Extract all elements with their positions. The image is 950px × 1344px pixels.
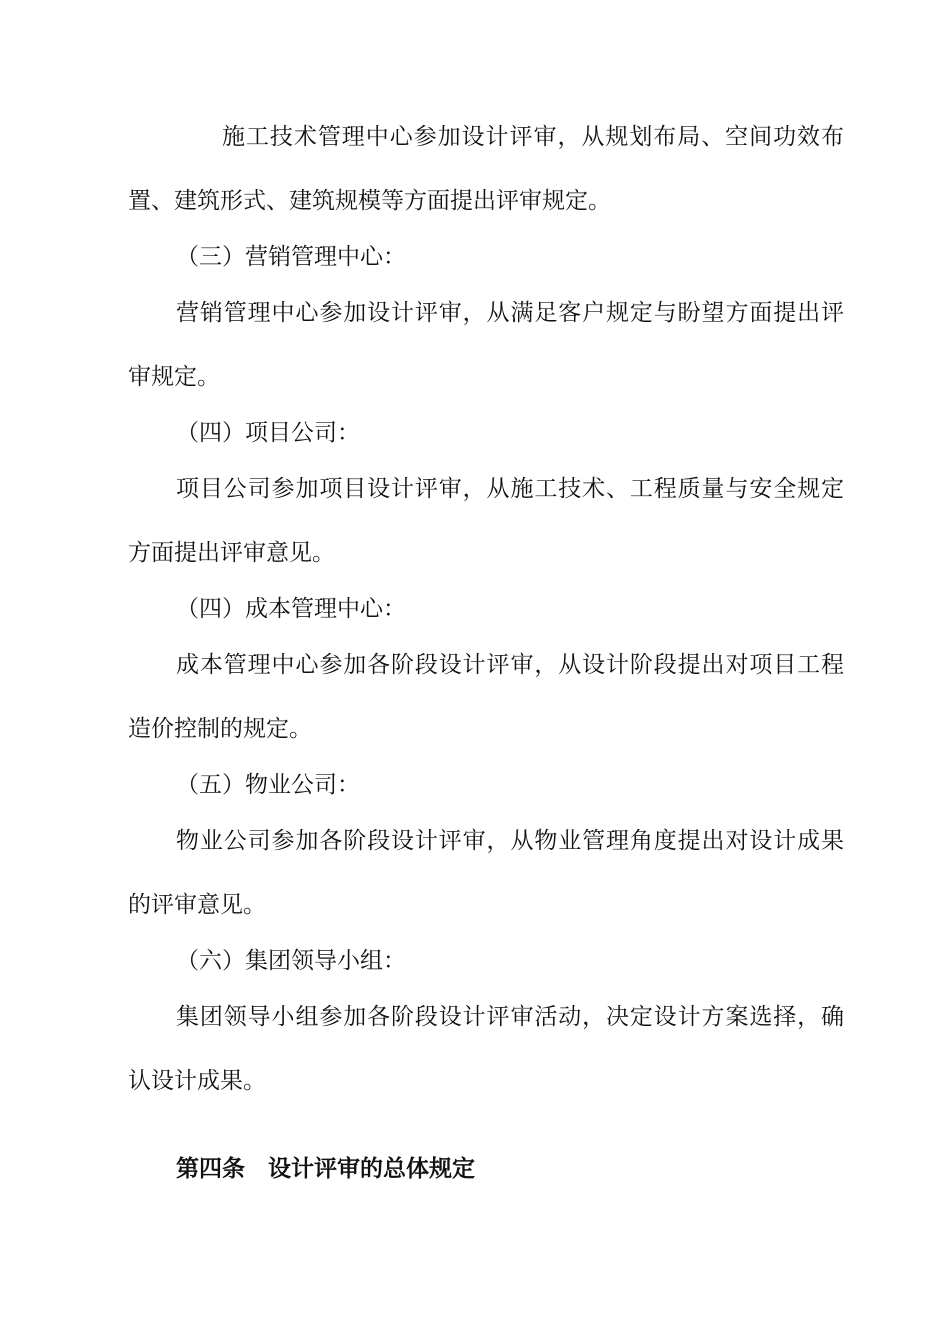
- section-heading: （三）营销管理中心：: [176, 244, 406, 270]
- paragraph-line: 施工技术管理中心参加设计评审，从规划布局、空间功效布: [222, 124, 844, 150]
- paragraph-line: 造价控制的规定。: [128, 716, 312, 742]
- section-heading: （四）成本管理中心：: [176, 596, 406, 622]
- paragraph-line: 置、建筑形式、建筑规模等方面提出评审规定。: [128, 188, 611, 214]
- paragraph-line: 物业公司参加各阶段设计评审，从物业管理角度提出对设计成果: [176, 828, 844, 854]
- section-heading: （五）物业公司：: [176, 772, 360, 798]
- section-heading: （六）集团领导小组：: [176, 948, 406, 974]
- paragraph-line: 成本管理中心参加各阶段设计评审，从设计阶段提出对项目工程: [176, 652, 844, 678]
- paragraph-line: 审规定。: [128, 364, 220, 390]
- section-heading: （四）项目公司：: [176, 420, 360, 446]
- paragraph-line: 的评审意见。: [128, 892, 266, 918]
- paragraph-line: 项目公司参加项目设计评审，从施工技术、工程质量与安全规定: [176, 476, 844, 502]
- paragraph-line: 营销管理中心参加设计评审，从满足客户规定与盼望方面提出评: [176, 300, 844, 326]
- paragraph-line: 认设计成果。: [128, 1068, 266, 1094]
- paragraph-line: 集团领导小组参加各阶段设计评审活动，决定设计方案选择，确: [176, 1004, 844, 1030]
- article-title: 第四条 设计评审的总体规定: [176, 1156, 475, 1182]
- paragraph-line: 方面提出评审意见。: [128, 540, 335, 566]
